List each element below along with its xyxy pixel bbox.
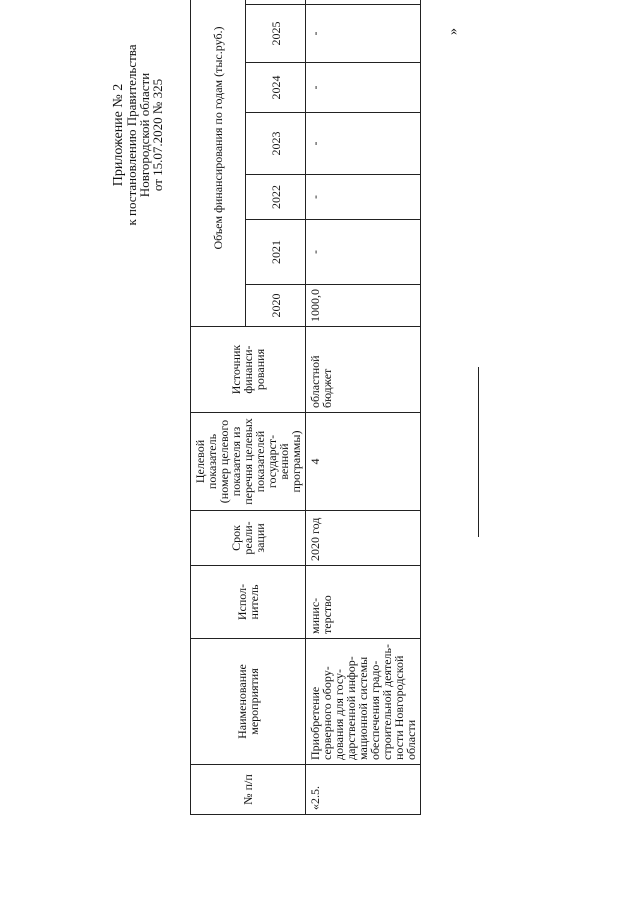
table-row [306,0,421,815]
row-name: Приобретение серверного обору-дования для госу-дарственной инфор-мационной системы обеспечения градо-строительной деятель-ности Новгородской области [306,639,421,765]
year-2026 [246,0,306,5]
row-target: 4 [306,413,421,511]
row-value-2025: - [306,5,421,63]
year-2022: 2022 [246,175,306,220]
header-line-3: от 15.07.2020 № 325 [150,78,165,192]
row-term: 2020 год [306,511,421,566]
document-header [112,5,164,265]
year-2024: 2024 [246,63,306,113]
row-value-2023: - [306,113,421,175]
header-row-1 [191,0,246,815]
row-value-2022: - [306,175,421,220]
header-volume: Объем финансирования по годам (тыс.руб.) [191,0,246,327]
year-2023: 2023 [246,113,306,175]
row-value-2021: - [306,220,421,285]
row-value-2026 [306,0,421,5]
row-executor: минис-терство [306,566,421,639]
header-executor: Испол-нитель [191,566,306,639]
header-source: Источник финанси-рования [191,327,306,413]
year-2020: 2020 [246,285,306,327]
row-value-2024: - [306,63,421,113]
row-num: «2.5. [306,765,421,815]
header-target: Целевой показатель (номер целевого показателя из перечня целевых показателей государст-венной программы) [191,413,306,511]
year-2021: 2021 [246,220,306,285]
header-line-1: к постановлению Правительства [124,44,139,226]
closing-quote: » [446,28,461,35]
year-2025: 2025 [246,5,306,63]
header-term: Срок реали-зации [191,511,306,566]
appendix-title: Приложение № 2 [111,83,126,187]
header-line-2: Новгородской области [137,72,152,198]
row-value-2020: 1000,0 [306,285,421,327]
header-num: № п/п [191,765,306,815]
financing-table [190,0,421,815]
row-source: областной бюджет [306,327,421,413]
header-name: Наименование мероприятия [191,639,306,765]
separator-line [478,367,479,537]
